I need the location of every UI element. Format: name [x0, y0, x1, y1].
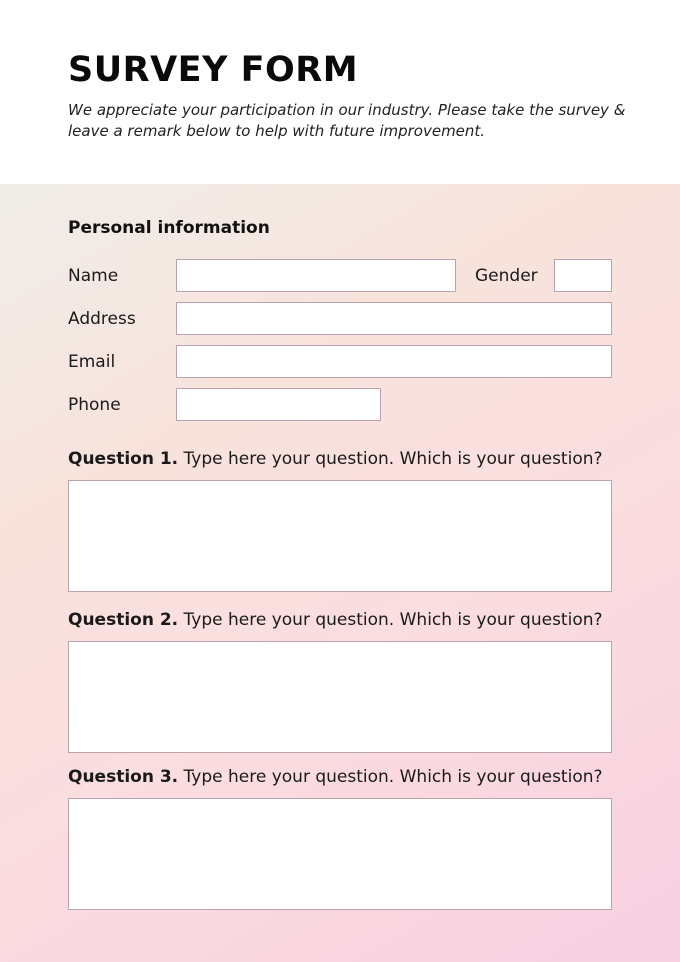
question-2-answer[interactable] — [68, 641, 612, 753]
header — [0, 0, 680, 184]
question-2-label — [68, 608, 603, 632]
phone-field[interactable] — [176, 388, 381, 421]
address-field[interactable] — [176, 302, 612, 335]
question-1-text: Type here your question. Which is your question? — [178, 449, 603, 469]
question-2-number: Question 2. — [68, 610, 179, 630]
gender-label: Gender — [475, 266, 538, 286]
question-3-number: Question 3. — [68, 767, 179, 787]
question-1-label — [68, 447, 603, 471]
section-title-personal: Personal information — [68, 218, 270, 238]
question-3-text: Type here your question. Which is your question? — [178, 767, 603, 787]
question-2-text: Type here your question. Which is your question? — [178, 610, 603, 630]
address-label: Address — [68, 309, 136, 329]
question-1-answer[interactable] — [68, 480, 612, 592]
question-3-label — [68, 765, 603, 789]
name-label: Name — [68, 266, 119, 286]
question-1-number: Question 1. — [68, 449, 179, 469]
gender-field[interactable] — [554, 259, 612, 292]
email-label: Email — [68, 352, 116, 372]
name-field[interactable] — [176, 259, 456, 292]
phone-label: Phone — [68, 395, 121, 415]
question-3-answer[interactable] — [68, 798, 612, 910]
page-subtitle: We appreciate your participation in our industry. Please take the survey & leave a remark below to help with future improvement. — [68, 101, 626, 140]
page-title: SURVEY FORM — [68, 50, 359, 90]
email-field[interactable] — [176, 345, 612, 378]
